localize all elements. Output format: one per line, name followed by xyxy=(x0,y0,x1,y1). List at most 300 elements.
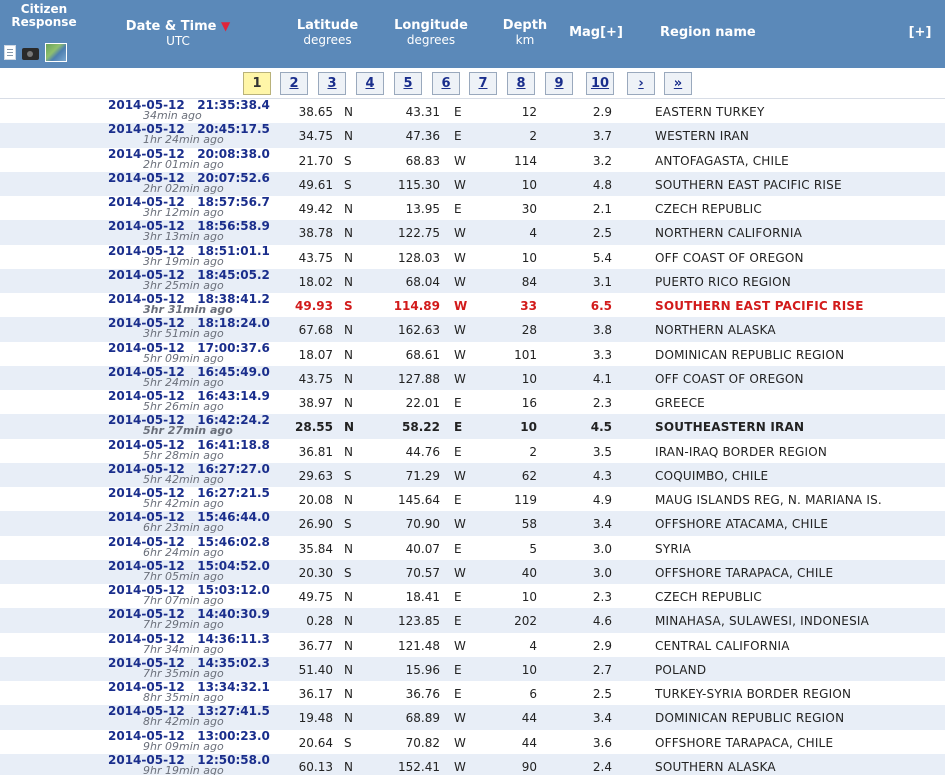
latitude-value: 19.48 xyxy=(298,711,333,726)
table-row[interactable] xyxy=(0,342,945,366)
event-age: 9hr 19min ago xyxy=(143,763,224,775)
latitude-hemisphere: S xyxy=(344,565,352,580)
longitude-hemisphere: W xyxy=(454,274,466,289)
latitude-value: 38.97 xyxy=(298,396,333,410)
region-name: SOUTHERN EAST PACIFIC RISE xyxy=(655,299,864,313)
longitude-value: 15.96 xyxy=(405,662,440,677)
table-row[interactable] xyxy=(0,705,945,729)
latitude-value: 36.77 xyxy=(298,638,333,653)
region-name: GREECE xyxy=(655,396,705,410)
table-row[interactable] xyxy=(0,730,945,754)
magnitude-value: 4.9 xyxy=(592,493,612,507)
event-datetime-link[interactable]: 2014-05-12 16:27:21.5 xyxy=(108,486,270,500)
region-name: OFF COAST OF OREGON xyxy=(655,371,804,386)
table-row[interactable] xyxy=(0,317,945,341)
table-row[interactable] xyxy=(0,123,945,147)
longitude-title: Longitude xyxy=(394,18,468,33)
event-age: 3hr 51min ago xyxy=(143,327,224,341)
latitude-value: 18.07 xyxy=(298,347,333,362)
depth-value: 10 xyxy=(520,420,537,435)
event-datetime-link[interactable]: 2014-05-12 16:41:18.8 xyxy=(108,437,270,452)
latitude-value: 43.75 xyxy=(298,250,333,265)
event-age: 5hr 26min ago xyxy=(143,400,224,413)
region-name: OFFSHORE TARAPACA, CHILE xyxy=(655,735,834,750)
depth-value: 5 xyxy=(529,541,537,556)
depth-value: 12 xyxy=(521,105,537,119)
page-button[interactable]: 8 xyxy=(507,72,535,95)
map-thumbnail-icon[interactable] xyxy=(45,43,67,62)
magnitude-value: 4.6 xyxy=(592,614,612,629)
date-time-unit: UTC xyxy=(166,34,190,48)
magnitude-value: 2.5 xyxy=(592,687,612,701)
region-name: IRAN-IRAQ BORDER REGION xyxy=(655,444,828,459)
depth-value: 44 xyxy=(521,735,537,750)
depth-value: 4 xyxy=(529,226,537,241)
depth-value: 44 xyxy=(521,711,537,726)
latitude-hemisphere: S xyxy=(344,299,353,313)
table-row[interactable] xyxy=(0,366,945,390)
table-row[interactable] xyxy=(0,220,945,244)
longitude-hemisphere: W xyxy=(454,226,466,241)
latitude-hemisphere: N xyxy=(344,347,353,362)
magnitude-value: 2.3 xyxy=(592,590,612,604)
magnitude-value: 3.0 xyxy=(592,541,612,556)
table-row[interactable] xyxy=(0,439,945,463)
event-datetime-link[interactable]: 2014-05-12 13:27:41.5 xyxy=(108,704,270,719)
event-age: 1hr 24min ago xyxy=(143,133,224,147)
latitude-value: 67.68 xyxy=(298,323,333,338)
latitude-value: 43.75 xyxy=(298,371,333,386)
latitude-value: 60.13 xyxy=(298,759,333,774)
table-row[interactable] xyxy=(0,511,945,535)
event-datetime-link[interactable]: 2014-05-12 18:45:05.2 xyxy=(108,267,270,282)
event-age: 7hr 07min ago xyxy=(143,594,224,607)
expand-columns-button[interactable]: [+] xyxy=(908,25,932,40)
longitude-hemisphere: W xyxy=(454,153,466,168)
region-column-header[interactable]: Region name xyxy=(660,25,756,40)
pagination xyxy=(0,68,945,99)
latitude-hemisphere: N xyxy=(344,129,353,144)
table-row[interactable] xyxy=(0,245,945,269)
region-name: MAUG ISLANDS REG, N. MARIANA IS. xyxy=(655,493,882,507)
region-name: POLAND xyxy=(655,662,707,677)
event-datetime-link[interactable]: 2014-05-12 16:42:24.2 xyxy=(108,413,270,428)
latitude-value: 21.70 xyxy=(298,153,333,168)
event-age: 8hr 35min ago xyxy=(143,691,224,704)
event-age: 7hr 05min ago xyxy=(143,569,224,583)
longitude-hemisphere: W xyxy=(454,759,466,774)
longitude-value: 122.75 xyxy=(398,226,440,241)
latitude-hemisphere: N xyxy=(344,541,353,556)
date-time-column-header[interactable] xyxy=(118,19,238,48)
latitude-hemisphere: N xyxy=(344,371,353,386)
latitude-hemisphere: N xyxy=(344,614,353,629)
table-row[interactable] xyxy=(0,172,945,196)
depth-value: 30 xyxy=(521,202,537,216)
region-name: SYRIA xyxy=(655,541,692,556)
longitude-value: 70.82 xyxy=(405,735,440,750)
latitude-hemisphere: N xyxy=(344,202,353,216)
page-button[interactable]: 2 xyxy=(280,72,308,95)
magnitude-value: 2.4 xyxy=(592,759,612,774)
depth-column-header[interactable] xyxy=(500,19,550,47)
longitude-value: 115.30 xyxy=(398,177,440,192)
longitude-value: 152.41 xyxy=(398,759,440,774)
latitude-value: 0.28 xyxy=(306,614,333,629)
event-datetime-link[interactable]: 2014-05-12 13:34:32.1 xyxy=(108,680,270,694)
table-row[interactable] xyxy=(0,681,945,705)
event-datetime-link[interactable]: 2014-05-12 15:46:02.8 xyxy=(108,534,270,549)
document-icon[interactable] xyxy=(4,45,16,60)
depth-value: 10 xyxy=(521,177,537,192)
sort-descending-icon[interactable]: ▼ xyxy=(220,19,231,33)
event-age: 7hr 29min ago xyxy=(143,618,224,632)
event-datetime-link[interactable]: 2014-05-12 18:18:24.0 xyxy=(108,316,270,331)
depth-value: 10 xyxy=(521,662,537,677)
longitude-hemisphere: W xyxy=(454,371,466,386)
latitude-title: Latitude xyxy=(296,18,359,33)
depth-value: 101 xyxy=(514,347,537,362)
depth-value: 202 xyxy=(514,614,537,629)
event-age: 8hr 42min ago xyxy=(143,715,224,729)
event-age: 34min ago xyxy=(143,109,202,122)
region-name: MINAHASA, SULAWESI, INDONESIA xyxy=(655,614,870,629)
magnitude-value: 3.3 xyxy=(592,347,612,362)
table-row[interactable] xyxy=(0,293,945,317)
latitude-value: 36.81 xyxy=(298,444,333,459)
latitude-value: 18.02 xyxy=(298,274,333,289)
page-button[interactable]: 9 xyxy=(545,72,573,95)
longitude-hemisphere: W xyxy=(454,565,466,580)
region-name: CENTRAL CALIFORNIA xyxy=(655,638,790,653)
event-age: 3hr 12min ago xyxy=(143,206,224,219)
latitude-value: 38.65 xyxy=(298,105,333,119)
latitude-value: 28.55 xyxy=(295,420,333,435)
longitude-value: 127.88 xyxy=(398,371,440,386)
event-age: 7hr 34min ago xyxy=(143,642,224,656)
region-name: NORTHERN ALASKA xyxy=(655,323,776,338)
magnitude-value: 2.9 xyxy=(592,638,612,653)
magnitude-value: 3.8 xyxy=(592,323,612,338)
region-name: OFF COAST OF OREGON xyxy=(655,250,804,265)
depth-value: 40 xyxy=(521,565,537,580)
table-row[interactable] xyxy=(0,99,945,123)
longitude-hemisphere: E xyxy=(454,444,462,459)
longitude-hemisphere: E xyxy=(454,493,462,507)
depth-value: 119 xyxy=(514,493,537,507)
longitude-value: 68.61 xyxy=(405,347,440,362)
table-row[interactable] xyxy=(0,754,945,775)
magnitude-value: 4.1 xyxy=(592,371,612,386)
depth-value: 90 xyxy=(521,759,537,774)
depth-value: 2 xyxy=(529,129,537,144)
longitude-value: 36.76 xyxy=(405,687,440,701)
table-row[interactable] xyxy=(0,657,945,681)
magnitude-value: 6.5 xyxy=(590,299,612,313)
event-datetime-link[interactable]: 2014-05-12 15:04:52.0 xyxy=(108,558,270,573)
latitude-hemisphere: N xyxy=(344,687,353,701)
longitude-value: 68.83 xyxy=(405,153,440,168)
page-button[interactable]: 10 xyxy=(586,72,614,95)
longitude-hemisphere: E xyxy=(454,614,462,629)
event-age: 3hr 25min ago xyxy=(143,278,224,292)
depth-value: 58 xyxy=(521,517,537,532)
longitude-hemisphere: E xyxy=(454,105,462,119)
magnitude-value: 3.2 xyxy=(592,153,612,168)
longitude-hemisphere: W xyxy=(454,299,468,313)
event-datetime-link[interactable]: 2014-05-12 17:00:37.6 xyxy=(108,340,270,355)
table-row[interactable] xyxy=(0,463,945,487)
table-row[interactable] xyxy=(0,584,945,608)
region-name: SOUTHERN EAST PACIFIC RISE xyxy=(655,177,842,192)
depth-value: 4 xyxy=(529,638,537,653)
event-age: 5hr 42min ago xyxy=(143,472,224,486)
magnitude-value: 2.3 xyxy=(592,396,612,410)
longitude-value: 13.95 xyxy=(405,202,440,216)
event-datetime-link[interactable]: 2014-05-12 15:03:12.0 xyxy=(108,583,270,597)
depth-value: 33 xyxy=(520,299,537,313)
latitude-hemisphere: N xyxy=(344,250,353,265)
longitude-value: 114.89 xyxy=(393,299,440,313)
page-button[interactable]: 6 xyxy=(432,72,460,95)
longitude-hemisphere: E xyxy=(454,129,462,144)
longitude-hemisphere: E xyxy=(454,687,462,701)
latitude-value: 36.17 xyxy=(298,687,333,701)
page-button[interactable]: » xyxy=(664,72,692,95)
depth-value: 10 xyxy=(521,590,537,604)
event-datetime-link[interactable]: 2014-05-12 12:50:58.0 xyxy=(108,752,270,767)
region-name: ANTOFAGASTA, CHILE xyxy=(655,153,789,168)
region-name: EASTERN TURKEY xyxy=(655,105,765,119)
page-button[interactable]: 7 xyxy=(469,72,497,95)
latitude-hemisphere: N xyxy=(344,274,353,289)
table-row[interactable] xyxy=(0,269,945,293)
depth-title: Depth xyxy=(502,18,548,33)
latitude-unit: degrees xyxy=(303,33,352,47)
depth-value: 114 xyxy=(514,153,537,168)
page-button[interactable]: 5 xyxy=(394,72,422,95)
latitude-value: 20.30 xyxy=(298,565,333,580)
depth-value: 2 xyxy=(529,444,537,459)
event-age: 5hr 28min ago xyxy=(143,448,224,462)
latitude-column-header[interactable] xyxy=(290,19,365,47)
longitude-value: 68.04 xyxy=(405,274,440,289)
table-row[interactable] xyxy=(0,148,945,172)
longitude-hemisphere: E xyxy=(454,541,462,556)
region-name: CZECH REPUBLIC xyxy=(655,202,762,216)
depth-unit: km xyxy=(515,33,535,47)
event-age: 5hr 42min ago xyxy=(143,497,224,510)
magnitude-value: 2.7 xyxy=(592,662,612,677)
longitude-value: 58.22 xyxy=(402,420,440,435)
event-datetime-link[interactable]: 2014-05-12 15:46:44.0 xyxy=(108,510,270,525)
table-header xyxy=(0,0,945,68)
latitude-hemisphere: N xyxy=(344,711,353,726)
longitude-hemisphere: E xyxy=(454,396,462,410)
magnitude-value: 2.9 xyxy=(592,105,612,119)
depth-value: 84 xyxy=(521,274,537,289)
longitude-unit: degrees xyxy=(406,33,456,47)
magnitude-value: 3.0 xyxy=(592,565,612,580)
region-name: OFFSHORE ATACAMA, CHILE xyxy=(655,517,829,532)
region-name: NORTHERN CALIFORNIA xyxy=(655,226,802,241)
latitude-value: 29.63 xyxy=(298,468,333,483)
longitude-value: 18.41 xyxy=(405,590,440,604)
longitude-value: 22.01 xyxy=(405,396,440,410)
depth-value: 62 xyxy=(521,468,537,483)
latitude-hemisphere: N xyxy=(344,444,353,459)
region-name: SOUTHEASTERN IRAN xyxy=(655,420,805,435)
table-row[interactable] xyxy=(0,633,945,657)
longitude-value: 44.76 xyxy=(405,444,440,459)
latitude-hemisphere: N xyxy=(344,759,353,774)
magnitude-value: 2.1 xyxy=(592,202,612,216)
longitude-hemisphere: W xyxy=(454,638,466,653)
longitude-value: 70.90 xyxy=(405,517,440,532)
event-datetime-link[interactable]: 2014-05-12 14:36:11.3 xyxy=(108,631,270,646)
latitude-value: 20.08 xyxy=(298,493,333,507)
latitude-value: 49.75 xyxy=(298,590,333,604)
longitude-value: 40.07 xyxy=(405,541,440,556)
event-age: 3hr 13min ago xyxy=(143,230,224,244)
event-datetime-link[interactable]: 2014-05-12 21:35:38.4 xyxy=(108,98,270,112)
longitude-hemisphere: W xyxy=(454,347,466,362)
longitude-hemisphere: E xyxy=(454,420,463,435)
longitude-value: 162.63 xyxy=(398,323,440,338)
latitude-value: 49.42 xyxy=(298,202,333,216)
magnitude-value: 5.4 xyxy=(592,250,612,265)
magnitude-value: 4.3 xyxy=(592,468,612,483)
longitude-value: 123.85 xyxy=(398,614,440,629)
magnitude-value: 2.5 xyxy=(592,226,612,241)
region-name: TURKEY-SYRIA BORDER REGION xyxy=(655,687,852,701)
camera-icon[interactable] xyxy=(22,48,39,60)
table-row[interactable] xyxy=(0,560,945,584)
longitude-hemisphere: W xyxy=(454,517,466,532)
table-row[interactable] xyxy=(0,487,945,511)
earthquake-table-body xyxy=(0,99,945,775)
event-age: 2hr 02min ago xyxy=(143,181,224,195)
longitude-value: 145.64 xyxy=(398,493,440,507)
longitude-column-header[interactable] xyxy=(390,19,472,47)
latitude-hemisphere: N xyxy=(344,590,353,604)
page-button[interactable]: 1 xyxy=(243,72,271,95)
longitude-hemisphere: E xyxy=(454,202,462,216)
magnitude-value: 4.8 xyxy=(592,177,612,192)
citizen-response-heading: Citizen Response xyxy=(11,2,77,29)
event-age: 5hr 09min ago xyxy=(143,351,224,365)
region-name: CZECH REPUBLIC xyxy=(655,590,762,604)
magnitude-value: 3.1 xyxy=(592,274,612,289)
table-row[interactable] xyxy=(0,390,945,414)
longitude-hemisphere: E xyxy=(454,590,462,604)
latitude-value: 49.93 xyxy=(295,299,333,313)
event-datetime-link[interactable]: 2014-05-12 16:45:49.0 xyxy=(108,364,270,379)
event-datetime-link[interactable]: 2014-05-12 13:00:23.0 xyxy=(108,728,270,743)
event-datetime-link[interactable]: 2014-05-12 14:35:02.3 xyxy=(108,655,270,670)
event-age: 5hr 27min ago xyxy=(143,424,233,438)
longitude-value: 71.29 xyxy=(405,468,440,483)
page-button[interactable]: 4 xyxy=(356,72,384,95)
latitude-value: 38.78 xyxy=(298,226,333,241)
latitude-hemisphere: S xyxy=(344,468,352,483)
magnitude-value: 3.7 xyxy=(592,129,612,144)
latitude-hemisphere: S xyxy=(344,517,352,532)
citizen-response-icons xyxy=(4,43,67,62)
event-datetime-link[interactable]: 2014-05-12 18:56:58.9 xyxy=(108,219,270,234)
longitude-hemisphere: W xyxy=(454,250,466,265)
magnitude-value: 3.6 xyxy=(592,735,612,750)
longitude-hemisphere: E xyxy=(454,662,462,677)
longitude-hemisphere: W xyxy=(454,468,466,483)
magnitude-value: 3.4 xyxy=(592,711,612,726)
table-row[interactable] xyxy=(0,414,945,438)
event-age: 2hr 01min ago xyxy=(143,157,224,171)
event-datetime-link[interactable]: 2014-05-12 18:57:56.7 xyxy=(108,195,270,209)
longitude-hemisphere: W xyxy=(454,735,466,750)
longitude-hemisphere: W xyxy=(454,177,466,192)
latitude-hemisphere: N xyxy=(344,638,353,653)
longitude-value: 128.03 xyxy=(398,250,440,265)
event-datetime-link[interactable]: 2014-05-12 16:43:14.9 xyxy=(108,389,270,403)
longitude-value: 47.36 xyxy=(405,129,440,144)
depth-value: 6 xyxy=(529,687,537,701)
event-age: 9hr 09min ago xyxy=(143,739,224,753)
magnitude-column-header[interactable]: Mag[+] xyxy=(569,25,623,40)
longitude-value: 68.89 xyxy=(405,711,440,726)
longitude-hemisphere: W xyxy=(454,711,466,726)
event-age: 3hr 31min ago xyxy=(143,303,233,316)
date-time-title: Date & Time xyxy=(125,19,217,34)
event-age: 5hr 24min ago xyxy=(143,375,224,389)
latitude-hemisphere: N xyxy=(344,105,353,119)
region-name: WESTERN IRAN xyxy=(655,129,750,144)
latitude-hemisphere: N xyxy=(344,396,353,410)
region-name: OFFSHORE TARAPACA, CHILE xyxy=(655,565,834,580)
depth-value: 28 xyxy=(521,323,537,338)
event-datetime-link[interactable]: 2014-05-12 18:51:01.1 xyxy=(108,243,270,258)
page-button[interactable]: 3 xyxy=(318,72,346,95)
latitude-hemisphere: S xyxy=(344,735,352,750)
latitude-hemisphere: N xyxy=(344,323,353,338)
table-row[interactable] xyxy=(0,536,945,560)
event-datetime-link[interactable]: 2014-05-12 14:40:30.9 xyxy=(108,607,270,622)
magnitude-value: 3.4 xyxy=(592,517,612,532)
event-datetime-link[interactable]: 2014-05-12 18:38:41.2 xyxy=(108,292,270,306)
event-datetime-link[interactable]: 2014-05-12 20:08:38.0 xyxy=(108,146,270,161)
region-name: COQUIMBO, CHILE xyxy=(655,468,769,483)
event-age: 6hr 24min ago xyxy=(143,545,224,559)
longitude-value: 121.48 xyxy=(398,638,440,653)
event-age: 6hr 23min ago xyxy=(143,521,224,535)
magnitude-value: 3.5 xyxy=(592,444,612,459)
latitude-hemisphere: N xyxy=(344,226,353,241)
latitude-hemisphere: N xyxy=(344,420,355,435)
latitude-hemisphere: N xyxy=(344,662,353,677)
table-row[interactable] xyxy=(0,608,945,632)
event-datetime-link[interactable]: 2014-05-12 20:45:17.5 xyxy=(108,122,270,137)
latitude-value: 20.64 xyxy=(298,735,333,750)
event-datetime-link[interactable]: 2014-05-12 16:27:27.0 xyxy=(108,461,270,476)
event-datetime-link[interactable]: 2014-05-12 20:07:52.6 xyxy=(108,170,270,185)
event-age: 3hr 19min ago xyxy=(143,254,224,268)
longitude-value: 70.57 xyxy=(405,565,440,580)
longitude-hemisphere: W xyxy=(454,323,466,338)
latitude-hemisphere: S xyxy=(344,177,352,192)
table-row[interactable] xyxy=(0,196,945,220)
event-age: 7hr 35min ago xyxy=(143,666,224,680)
page-button[interactable]: › xyxy=(627,72,655,95)
